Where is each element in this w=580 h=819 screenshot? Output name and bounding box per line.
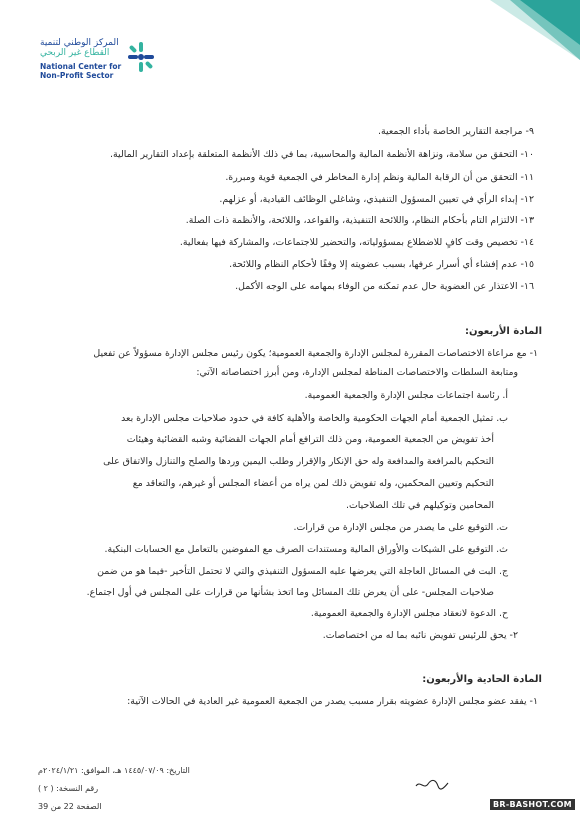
footer-page-number: الصفحة 22 من 39 (38, 802, 102, 811)
article-40-item-b-line3: التحكيم بالمرافعة والمدافعة وله حق الإنكار والإقرار وطلب اليمين وردها والصلح والتنازل والاتفاق على (103, 456, 494, 467)
article-41-para1: ١- يفقد عضو مجلس الإدارة عضويته بقرار مسبب يصدر من الجمعية العمومية غير العادية في الحالات الآتية: (127, 696, 538, 707)
article-40-item-a: أ. رئاسة اجتماعات مجلس الإدارة والجمعية العمومية. (304, 390, 508, 401)
list-item: ١٥- عدم إفشاء أي أسرار عرفها، بسبب عضويته إلا وفقًا لأحكام النظام واللائحة. (229, 259, 534, 270)
footer-version: رقم النسخة: ( ٢ ) (38, 784, 99, 793)
logo-english-line2: Non-Profit Sector (40, 71, 114, 80)
article-40-item-b-line2: أخذ تفويض من الجمعية العمومية، ومن ذلك الترافع أمام الجهات القضائية وشبه القضائية وهيئات (126, 434, 494, 445)
logo-arabic-line2: القطاع غير الربحي (40, 48, 110, 58)
article-40-para1-line1: ١- مع مراعاة الاختصاصات المقررة لمجلس الإدارة والجمعية العمومية؛ يكون رئيس مجلس الإدارة مسؤولاً عن تفعيل (93, 348, 538, 359)
page-footer (38, 0, 238, 819)
article-41-heading: المادة الحادية والأربعون: (422, 674, 542, 685)
site-watermark: BR-BASHOT.COM (490, 799, 575, 810)
article-40-item-th: ث. التوقيع على الشيكات والأوراق المالية ومستندات الصرف مع المفوضين بالتعامل مع الحسابات البنكية. (104, 544, 508, 555)
article-40-heading: المادة الأربعون: (465, 326, 542, 337)
logo-arabic-line1: المركز الوطني لتنمية (40, 38, 119, 48)
list-item: ١٠- التحقق من سلامة، ونزاهة الأنظمة المالية والمحاسبية، بما في ذلك الأنظمة المتعلقة بإعداد التقارير المالية. (110, 149, 534, 160)
article-40-item-b-line4: التحكيم وتعيين المحكمين، وله تفويض ذلك لمن يراه من أعضاء المجلس أو غيرهم، والتعاقد مع (132, 478, 494, 489)
signature-mark (412, 774, 452, 794)
list-item: ١١- التحقق من أن الرقابة المالية ونظم إدارة المخاطر في الجمعية قوية ومبررة. (225, 172, 534, 183)
footer-date: التاريخ: ١٤٤٥/٠٧/٠٩ هـ، الموافق: ٢٠٢٤/١/٢١م (38, 766, 190, 775)
article-40-item-b-line1: ب. تمثيل الجمعية أمام الجهات الحكومية والخاصة والأهلية كافة في حدود صلاحيات مجلس الإدارة بعد (121, 413, 508, 424)
list-item: ١٣- الالتزام التام بأحكام النظام، واللائحة التنفيذية، والقواعد، واللائحة، والأنظمة ذات الصلة. (185, 215, 534, 226)
article-40-item-b-line5: المحامين وتوكيلهم في تلك الصلاحيات. (345, 500, 494, 511)
list-item: ١٦- الاعتذار عن العضوية حال عدم تمكنه من الوفاء بمهامه على الوجه الأكمل. (235, 281, 534, 292)
article-40-item-j-line1: ج. البت في المسائل العاجلة التي يعرضها عليه المسؤول التنفيذي والتي لا تحتمل التأخير -فيما هو من ضمن (97, 566, 508, 577)
list-item: ١٤- تخصيص وقت كافٍ للاضطلاع بمسؤولياته، والتحضير للاجتماعات، والمشاركة فيها بفعالية. (179, 237, 534, 248)
article-40-para2: ٢- يحق للرئيس تفويض نائبه بما له من اختصاصات. (322, 630, 518, 641)
article-40-para1-line2: ومتابعة السلطات والاختصاصات المناطة لمجلس الإدارة، ومن أبرز اختصاصاته الآتي: (196, 367, 518, 378)
article-40-item-j-line2: صلاحيات المجلس- على أن يعرض تلك المسائل وما اتخذ بشأنها من قرارات على المجلس في أول اجتماع. (86, 587, 494, 598)
list-item: ٩- مراجعة التقارير الخاصة بأداء الجمعية. (378, 126, 534, 137)
list-item: ١٢- إبداء الرأي في تعيين المسؤول التنفيذي، وشاغلي الوظائف القيادية، أو عزلهم. (219, 194, 534, 205)
article-40-item-t: ت. التوقيع على ما يصدر من مجلس الإدارة من قرارات. (293, 522, 508, 533)
article-40-item-h: ح. الدعوة لانعقاد مجلس الإدارة والجمعية العمومية. (310, 608, 508, 619)
logo-english-line1: National Center for (40, 62, 122, 71)
